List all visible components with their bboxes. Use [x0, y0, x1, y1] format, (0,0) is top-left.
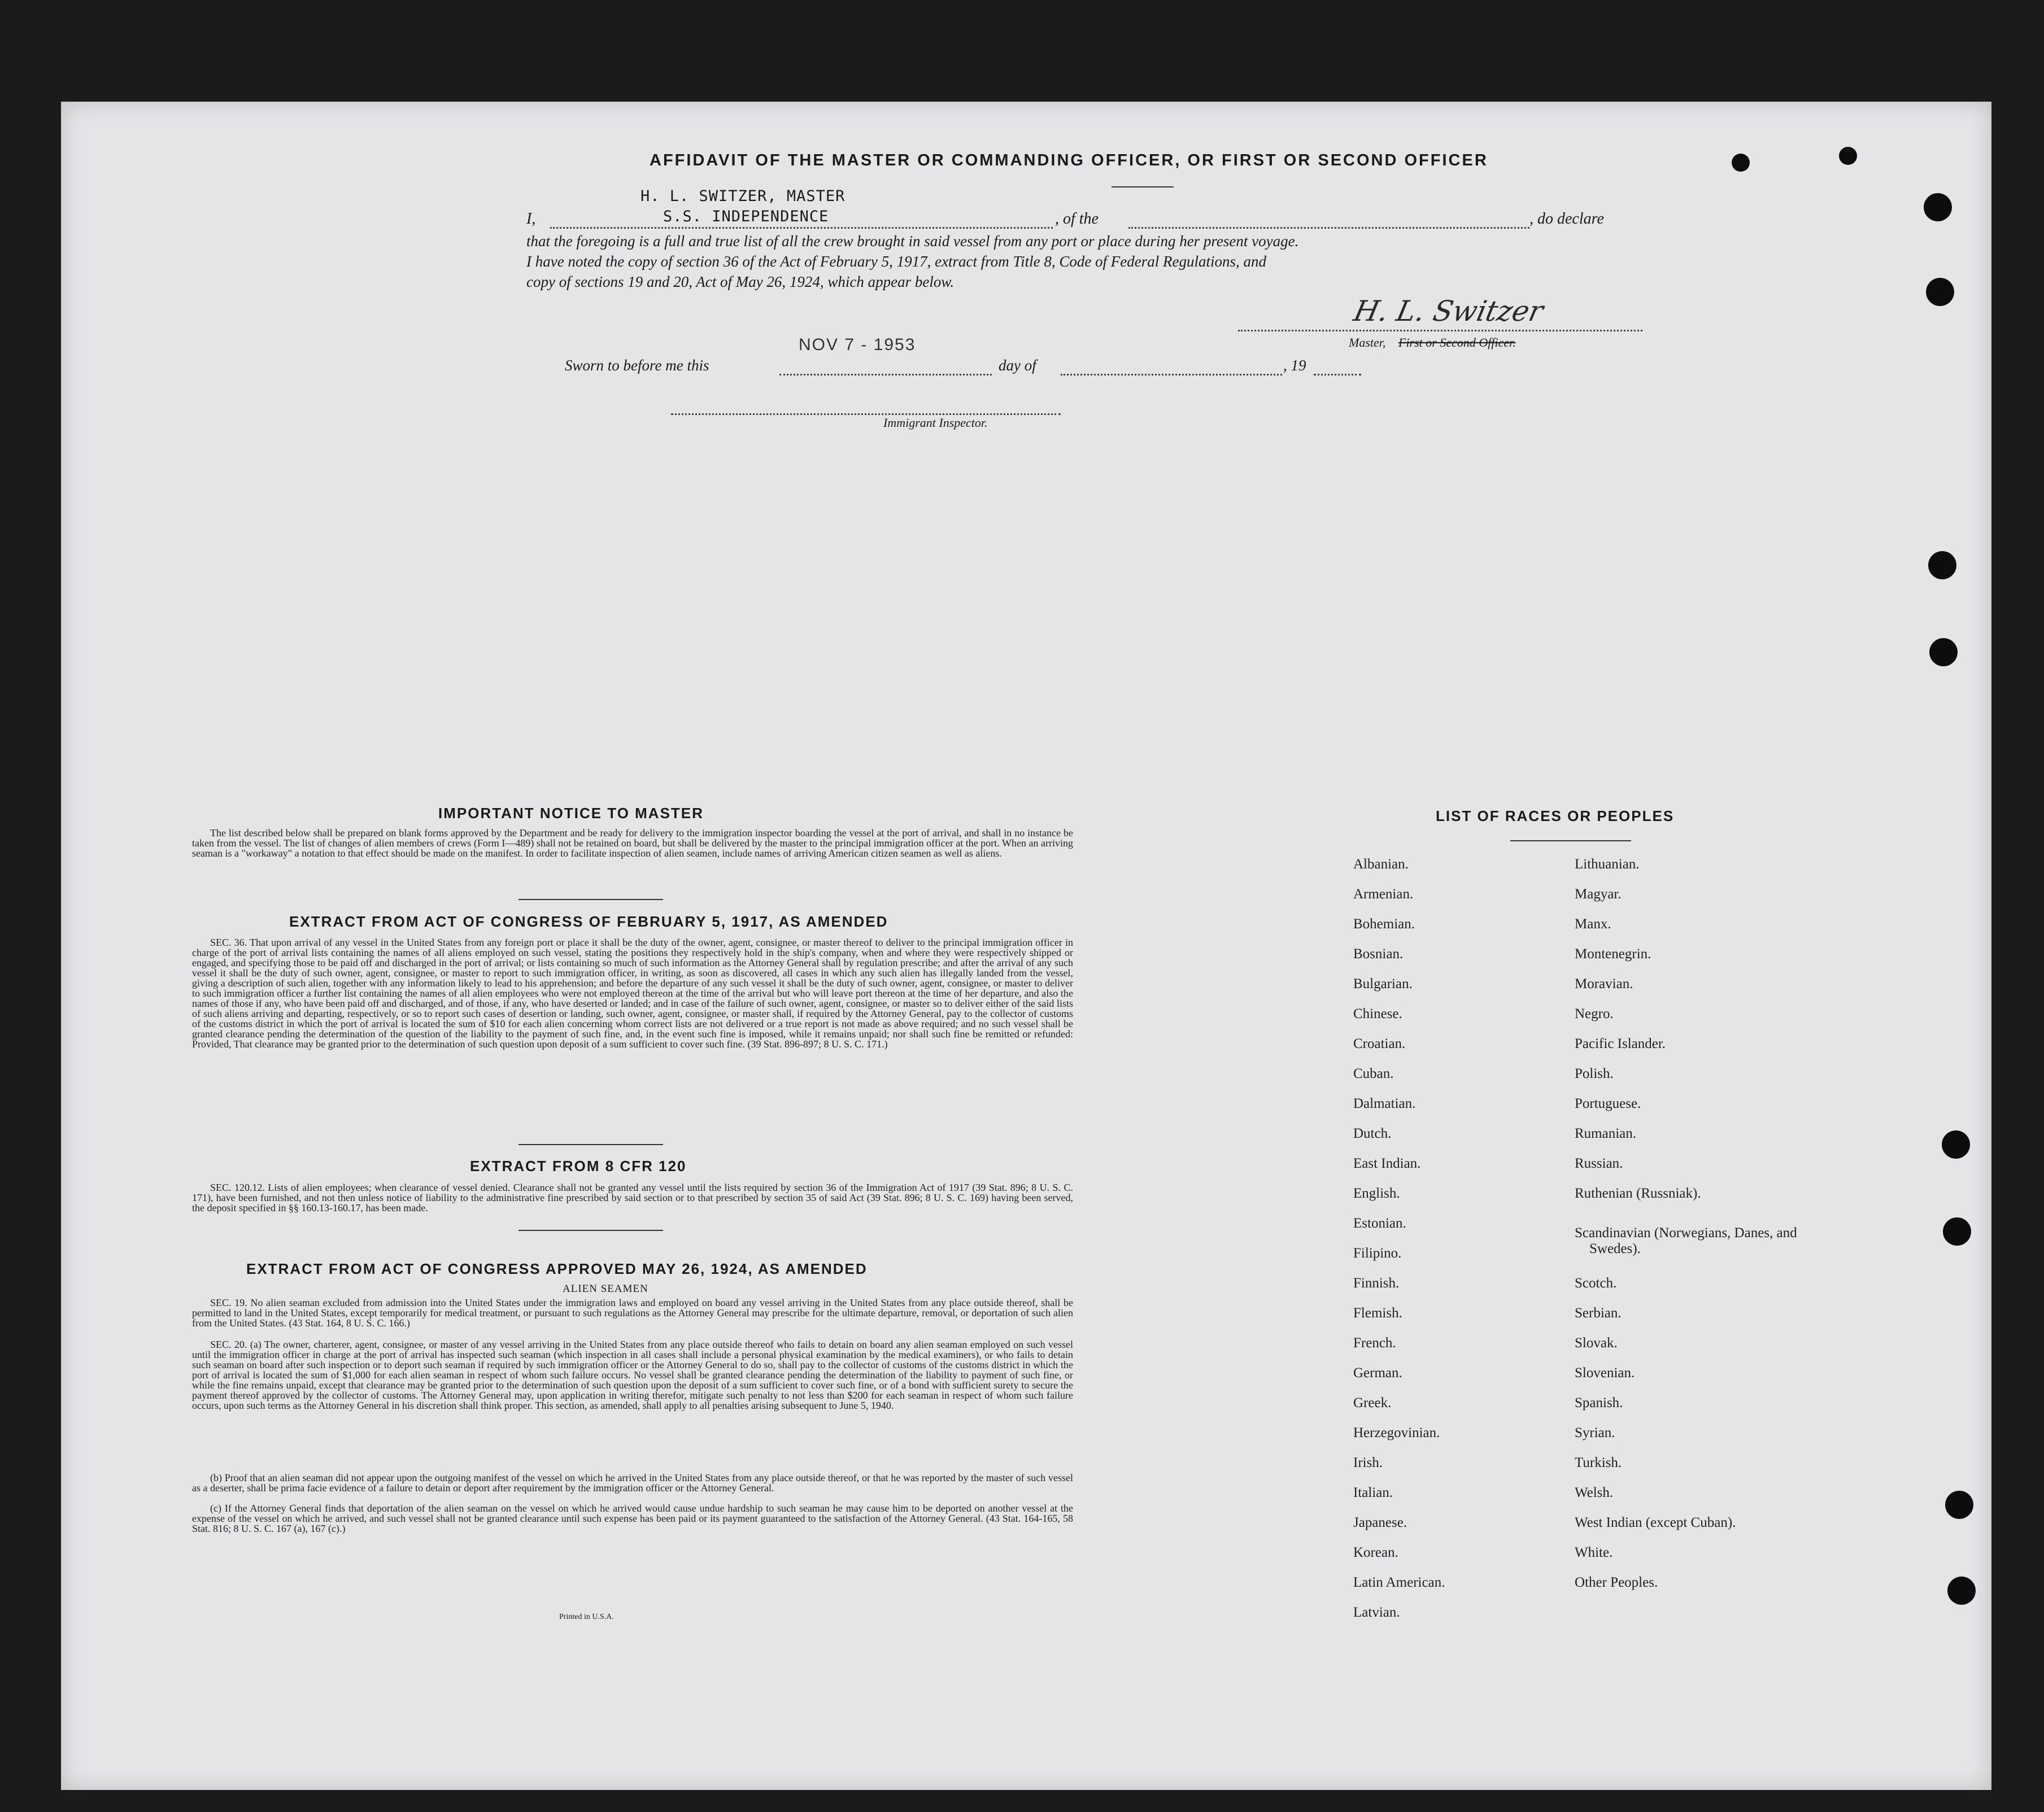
affidavit-title: AFFIDAVIT OF THE MASTER OR COMMANDING OFFICER, OR FIRST OR SECOND OFFICER: [650, 151, 1488, 169]
race-right-item: Polish.: [1575, 1066, 1614, 1081]
extract-1924-title: EXTRACT FROM ACT OF CONGRESS APPROVED MAY 26, 1924, AS AMENDED: [246, 1260, 868, 1277]
signature-label-master: Master,: [1349, 335, 1386, 350]
extract-cfr-body: SEC. 120.12. Lists of alien employees; when clearance of vessel denied. Clearance shall not be granted any vessel until the lists required by section 36 of the Immigration Act of 1917 (39 Stat. 896; 8 U. S. C. 171), have been furnished, and not then unless notice of liability to the administrative fine prescribed by said section or to that prescribed by section 35 of said Act (39 Stat. 896; 8 U. S. C. 169) having been served, the deposit specified in §§ 160.13-160.17, has been made.: [192, 1182, 1073, 1213]
race-left-item: German.: [1353, 1365, 1402, 1381]
race-left-item: Croatian.: [1353, 1036, 1406, 1051]
punch-hole: [1928, 551, 1956, 579]
do-declare-label: , do declare: [1529, 210, 1604, 228]
race-left-item: East Indian.: [1353, 1156, 1421, 1171]
section-divider: [518, 899, 663, 900]
notice-body: The list described below shall be prepared on blank forms approved by the Department and be ready for delivery to the immigration inspector boarding the vessel at the port of arrival, and shall in no instance be taken from the vessel. The list of changes of alien members of crews (Form I—489) shall not be retained on board, but shall be delivered by the master to the principal immigration officer at the port. When an arriving seaman is a "workaway" a notation to that effect should be made on the manifest. In order to facilitate inspection of alien seamen, include names of arriving American citizen seamen as well as aliens.: [192, 827, 1073, 859]
race-right-item: Russian.: [1575, 1156, 1623, 1171]
race-left-item: Flemish.: [1353, 1305, 1402, 1321]
race-left-item: Latin American.: [1353, 1575, 1445, 1590]
races-title-rule: [1510, 840, 1631, 841]
punch-hole: [1929, 638, 1958, 666]
race-left-item: Korean.: [1353, 1545, 1398, 1560]
race-right-item: Negro.: [1575, 1006, 1614, 1021]
affidavit-pronoun: I,: [526, 210, 536, 228]
master-name-handwritten: H. L. SWITZER, MASTER: [640, 187, 846, 205]
year-label: , 19: [1283, 357, 1306, 374]
race-right-item: Lithuanian.: [1575, 857, 1640, 872]
day-of-label: day of: [999, 357, 1036, 374]
race-right-item: Other Peoples.: [1575, 1575, 1658, 1590]
race-left-item: Dutch.: [1353, 1126, 1392, 1141]
race-left-item: Finnish.: [1353, 1276, 1400, 1291]
race-left-item: Chinese.: [1353, 1006, 1402, 1021]
race-right-item: Montenegrin.: [1575, 946, 1651, 962]
race-left-item: French.: [1353, 1335, 1396, 1351]
extract-1917-body: SEC. 36. That upon arrival of any vessel in the United States from any foreign port or place it shall be the duty of the owner, agent, consignee, or master thereof to deliver to the principal immigration officer in charge of the port of arrival lists containing the names of all aliens employed on such vessel, stating the positions they respectively hold in the ship's company, when and where they were respectively shipped or engaged, and specifying those to be paid off and discharged in the port of arrival; or lists containing so much of such information as the Attorney General shall by regulation prescribe; and after the arrival of any such vessel it shall be the duty of such owner, agent, consignee, or master to report to such immigration officer, in writing, as soon as discovered, all cases in which any such alien has illegally landed from the vessel, giving a description of such alien, together with any information likely to lead to his apprehension; and before the departure of any such vessel it shall be the duty of such owner, agent, consignee, or master to deliver to such immigration officer a further list containing the names of all alien employees who were not employed thereon at the time of the arrival but who will leave port thereon at the time of her departure, and also the names of those if any, who have been paid off and discharged, and of those, if any, who have deserted or landed; and in case of the failure of such owner, agent, consignee, or master so to deliver either of the said lists of such aliens arriving and departing, respectively, or so to report such cases of desertion or landing, such owner, agent, consignee, or master shall, if required by the Attorney General, pay to the collector of customs of the customs district in which the port of arrival is located the sum of $10 for each alien concerning whom correct lists are not delivered or a true report is not made as above required; and no such vessel shall be granted clearance pending the determination of the question of the liability to the payment of such fine, and, in the event such fine is imposed, while it remains unpaid; nor shall such fine be remitted or refunded: Provided, That clearance may be granted prior to the determination of such question upon deposit of a sum sufficient to cover such fine. (39 Stat. 896-897; 8 U. S. C. 171.): [192, 937, 1073, 1050]
punch-hole: [1839, 147, 1857, 165]
punch-hole: [1732, 154, 1750, 172]
punch-hole: [1943, 1217, 1971, 1246]
race-right-item: Rumanian.: [1575, 1126, 1637, 1141]
printed-in-usa: Printed in U.S.A.: [559, 1613, 614, 1621]
race-right-item: Magyar.: [1575, 887, 1622, 902]
race-left-item: Italian.: [1353, 1485, 1393, 1500]
race-left-item: English.: [1353, 1186, 1400, 1201]
of-the-label: , of the: [1055, 210, 1099, 228]
race-right-item: Pacific Islander.: [1575, 1036, 1666, 1051]
race-right-item: Scotch.: [1575, 1276, 1617, 1291]
race-right-item: Manx.: [1575, 916, 1611, 932]
punch-hole: [1947, 1577, 1976, 1605]
extract-1917-title: EXTRACT FROM ACT OF CONGRESS OF FEBRUARY 5, 1917, AS AMENDED: [289, 913, 888, 930]
race-left-item: Filipino.: [1353, 1246, 1402, 1261]
races-title: LIST OF RACES OR PEOPLES: [1436, 807, 1675, 824]
sworn-label: Sworn to before me this: [565, 357, 709, 374]
extract-1924-sec19: SEC. 19. No alien seaman excluded from admission into the United States under the immigration laws and employed on board any vessel arriving in the United States from any place outside thereof, shall be permitted to land in the United States, except temporarily for medical treatment, or pursuant to such regulations as the Attorney General may prescribe for the ultimate departure, removal, or deportation of such alien from the United States. (43 Stat. 164, 8 U. S. C. 166.): [192, 1297, 1073, 1329]
race-right-item: Syrian.: [1575, 1425, 1615, 1440]
race-right-item: Spanish.: [1575, 1395, 1623, 1411]
race-right-item: Turkish.: [1575, 1455, 1622, 1470]
race-right-item: Slovak.: [1575, 1335, 1618, 1351]
date-stamp: NOV 7 - 1953: [799, 335, 916, 354]
race-left-item: Irish.: [1353, 1455, 1383, 1470]
race-left-item: Bosnian.: [1353, 946, 1404, 962]
extract-1924-sec20c: (c) If the Attorney General finds that deportation of the alien seaman on the vessel on which he arrived would cause undue hardship to such seaman he may cause him to be deported on another vessel at the expense of the vessel on which he arrived, and such vessel shall not be granted clearance until such expense has been paid or its payment guaranteed to the satisfaction of the Attorney General. (43 Stat. 164-165, 58 Stat. 816; 8 U. S. C. 167 (a), 167 (c).): [192, 1503, 1073, 1534]
affidavit-line-3: I have noted the copy of section 36 of the Act of February 5, 1917, extract from Title 8, Code of Federal Regulations, and: [526, 253, 1267, 270]
race-left-item: Armenian.: [1353, 887, 1414, 902]
extract-cfr-title: EXTRACT FROM 8 CFR 120: [470, 1158, 687, 1174]
section-divider: [518, 1230, 663, 1231]
document-page: [61, 102, 1991, 1790]
section-divider: [518, 1144, 663, 1145]
inspector-dotted-line: [671, 413, 1061, 415]
extract-1924-sec20b: (b) Proof that an alien seaman did not appear upon the outgoing manifest of the vessel on which he arrived in the United States from any place outside thereof, or that he was reported by the master of such vessel as a deserter, shall be prima facie evidence of a failure to detain or deport after requirement by the immigration officer or the Attorney General.: [192, 1472, 1073, 1494]
race-left-item: Estonian.: [1353, 1216, 1406, 1231]
alien-seamen-subtitle: ALIEN SEAMEN: [563, 1283, 648, 1295]
race-left-item: Latvian.: [1353, 1605, 1400, 1620]
vessel-name-handwritten: S.S. INDEPENDENCE: [663, 208, 829, 225]
vessel-dotted-line: [1128, 227, 1529, 229]
race-right-item: Welsh.: [1575, 1485, 1614, 1500]
punch-hole: [1942, 1130, 1970, 1159]
sworn-dotted-line: [779, 374, 992, 376]
race-left-item: Greek.: [1353, 1395, 1392, 1411]
race-right-item: Ruthenian (Russniak).: [1575, 1186, 1701, 1201]
race-left-item: Japanese.: [1353, 1515, 1407, 1530]
affidavit-line-4: copy of sections 19 and 20, Act of May 26, 1924, which appear below.: [526, 273, 955, 290]
punch-hole: [1924, 193, 1952, 221]
race-right-item: West Indian (except Cuban).: [1575, 1515, 1736, 1530]
race-left-item: Dalmatian.: [1353, 1096, 1416, 1111]
race-left-item: Herzegovinian.: [1353, 1425, 1440, 1440]
extract-1924-sec20a: SEC. 20. (a) The owner, charterer, agent, consignee, or master of any vessel arriving in the United States from any place outside thereof who fails to detain on board any alien seaman employed on such vessel until the immigration officer in charge at the port of arrival has inspected such seaman (which inspection in all cases shall include a personal physical examination by the medical examiners), or who fails to detain such seaman on board after such inspection or to deport such seaman if required by such immigration officer or the Attorney General to do so, shall pay to the collector of customs of the customs district in which the port of arrival is located the sum of $1,000 for each alien seaman in respect of whom such failure occurs. No vessel shall be granted clearance pending the determination of the liability to payment of such fine, or while the fine remains unpaid, except that clearance may be granted prior to the determination of such question upon the deposit of a sum sufficient to cover such fine, or of a bond with sufficient surety to secure the payment thereof approved by the collector of customs. The Attorney General may, upon application in writing therefor, mitigate such penalty to not less than $200 for each seaman in respect of whom such failure occurs, upon such terms as the Attorney General in his discretion shall think proper. This section, as amended, shall apply to all penalties arising subsequent to June 5, 1940.: [192, 1339, 1073, 1411]
signature-dotted-line: [1238, 330, 1642, 331]
name-dotted-line: [550, 227, 1053, 229]
punch-hole: [1945, 1491, 1973, 1519]
notice-title: IMPORTANT NOTICE TO MASTER: [438, 805, 704, 822]
race-right-item: Serbian.: [1575, 1305, 1622, 1321]
race-right-item: Moravian.: [1575, 976, 1633, 992]
inspector-label: Immigrant Inspector.: [883, 416, 988, 430]
race-left-item: Bohemian.: [1353, 916, 1415, 932]
master-signature: H. L. Switzer: [1350, 295, 1546, 328]
race-right-item: Portuguese.: [1575, 1096, 1641, 1111]
race-right-item: Slovenian.: [1575, 1365, 1635, 1381]
month-dotted-line: [1061, 374, 1282, 376]
year-dotted-line: [1314, 374, 1361, 376]
race-right-item: White.: [1575, 1545, 1613, 1560]
short-rule: [1112, 186, 1174, 187]
race-right-item: Scandinavian (Norwegians, Danes, and Swedes).: [1575, 1225, 1797, 1256]
race-left-item: Albanian.: [1353, 857, 1409, 872]
race-left-item: Bulgarian.: [1353, 976, 1413, 992]
signature-label-struck: First or Second Officer.: [1398, 335, 1516, 350]
affidavit-line-2: that the foregoing is a full and true list of all the crew brought in said vessel from any port or place during her present voyage.: [526, 233, 1299, 250]
race-left-item: Cuban.: [1353, 1066, 1394, 1081]
punch-hole: [1926, 278, 1954, 306]
